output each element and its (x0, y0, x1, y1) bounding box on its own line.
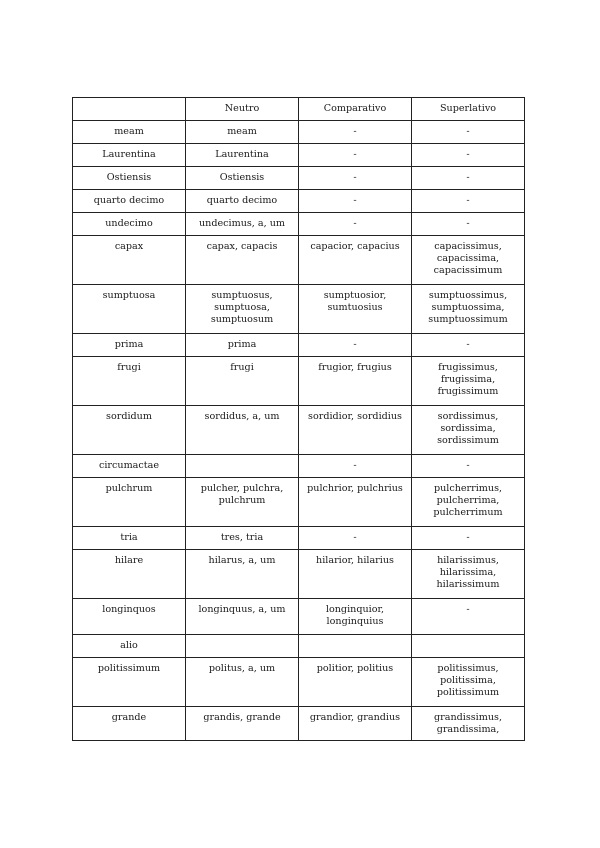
superlativo-cell: grandissimus, grandissima, (412, 707, 525, 741)
neutro-cell: quarto decimo (186, 190, 299, 213)
word-cell: quarto decimo (73, 190, 186, 213)
comparativo-cell: capacior, capacius (299, 236, 412, 285)
word-cell: meam (73, 121, 186, 144)
neutro-cell: undecimus, a, um (186, 213, 299, 236)
word-cell: prima (73, 334, 186, 357)
table-row (73, 144, 525, 167)
header-cell: Neutro (186, 98, 299, 121)
comparativo-cell: - (299, 213, 412, 236)
neutro-cell: grandis, grande (186, 707, 299, 741)
neutro-cell: Ostiensis (186, 167, 299, 190)
neutro-cell: meam (186, 121, 299, 144)
superlativo-cell: - (412, 167, 525, 190)
superlativo-cell: - (412, 527, 525, 550)
comparativo-cell: hilarior, hilarius (299, 550, 412, 599)
superlativo-cell: - (412, 599, 525, 635)
table-row (73, 406, 525, 455)
comparativo-cell: - (299, 167, 412, 190)
comparativo-cell: sordidior, sordidius (299, 406, 412, 455)
comparativo-cell: - (299, 190, 412, 213)
superlativo-cell: pulcherrimus, pulcherrima, pulcherrimum (412, 478, 525, 527)
superlativo-cell: sumptuossimus, sumptuossima, sumptuossimum (412, 285, 525, 334)
comparativo-cell: politior, politius (299, 658, 412, 707)
word-cell: sordidum (73, 406, 186, 455)
word-cell: circumactae (73, 455, 186, 478)
comparativo-cell: grandior, grandius (299, 707, 412, 741)
adjective-degrees-table (72, 97, 525, 741)
word-cell: grande (73, 707, 186, 741)
superlativo-cell (412, 635, 525, 658)
neutro-cell: politus, a, um (186, 658, 299, 707)
table-row (73, 121, 525, 144)
table-row (73, 527, 525, 550)
table-row (73, 213, 525, 236)
comparativo-cell (299, 635, 412, 658)
table-row (73, 236, 525, 285)
word-cell: undecimo (73, 213, 186, 236)
comparativo-cell: - (299, 334, 412, 357)
word-cell: politissimum (73, 658, 186, 707)
word-cell: longinquos (73, 599, 186, 635)
comparativo-cell: sumptuosior, sumtuosius (299, 285, 412, 334)
word-cell: pulchrum (73, 478, 186, 527)
superlativo-cell: - (412, 190, 525, 213)
superlativo-cell: - (412, 334, 525, 357)
word-cell: Laurentina (73, 144, 186, 167)
header-cell (73, 98, 186, 121)
neutro-cell: capax, capacis (186, 236, 299, 285)
word-cell: hilare (73, 550, 186, 599)
neutro-cell: hilarus, a, um (186, 550, 299, 599)
superlativo-cell: - (412, 213, 525, 236)
table-row (73, 190, 525, 213)
neutro-cell: tres, tria (186, 527, 299, 550)
comparativo-cell: pulchrior, pulchrius (299, 478, 412, 527)
table-row (73, 707, 525, 741)
word-cell: tria (73, 527, 186, 550)
neutro-cell: pulcher, pulchra, pulchrum (186, 478, 299, 527)
table-row (73, 478, 525, 527)
superlativo-cell: frugissimus, frugissima, frugissimum (412, 357, 525, 406)
superlativo-cell: - (412, 144, 525, 167)
table-header-row (73, 98, 525, 121)
neutro-cell (186, 455, 299, 478)
neutro-cell (186, 635, 299, 658)
comparativo-cell: - (299, 121, 412, 144)
neutro-cell: Laurentina (186, 144, 299, 167)
neutro-cell: sumptuosus, sumptuosa, sumptuosum (186, 285, 299, 334)
table-row (73, 455, 525, 478)
neutro-cell: sordidus, a, um (186, 406, 299, 455)
superlativo-cell: politissimus, politissima, politissimum (412, 658, 525, 707)
superlativo-cell: capacissimus, capacissima, capacissimum (412, 236, 525, 285)
superlativo-cell: sordissimus, sordissima, sordissimum (412, 406, 525, 455)
superlativo-cell: - (412, 121, 525, 144)
table-row (73, 334, 525, 357)
word-cell: Ostiensis (73, 167, 186, 190)
comparativo-cell: longinquior, longinquius (299, 599, 412, 635)
comparativo-cell: - (299, 455, 412, 478)
table-row (73, 658, 525, 707)
header-cell: Comparativo (299, 98, 412, 121)
table-row (73, 550, 525, 599)
neutro-cell: frugi (186, 357, 299, 406)
word-cell: frugi (73, 357, 186, 406)
superlativo-cell: - (412, 455, 525, 478)
word-cell: capax (73, 236, 186, 285)
neutro-cell: longinquus, a, um (186, 599, 299, 635)
superlativo-cell: hilarissimus, hilarissima, hilarissimum (412, 550, 525, 599)
table-row (73, 599, 525, 635)
table-row (73, 285, 525, 334)
word-cell: alio (73, 635, 186, 658)
neutro-cell: prima (186, 334, 299, 357)
comparativo-cell: frugior, frugius (299, 357, 412, 406)
table-row (73, 635, 525, 658)
comparativo-cell: - (299, 144, 412, 167)
table-row (73, 357, 525, 406)
table-row (73, 167, 525, 190)
word-cell: sumptuosa (73, 285, 186, 334)
header-cell: Superlativo (412, 98, 525, 121)
comparativo-cell: - (299, 527, 412, 550)
